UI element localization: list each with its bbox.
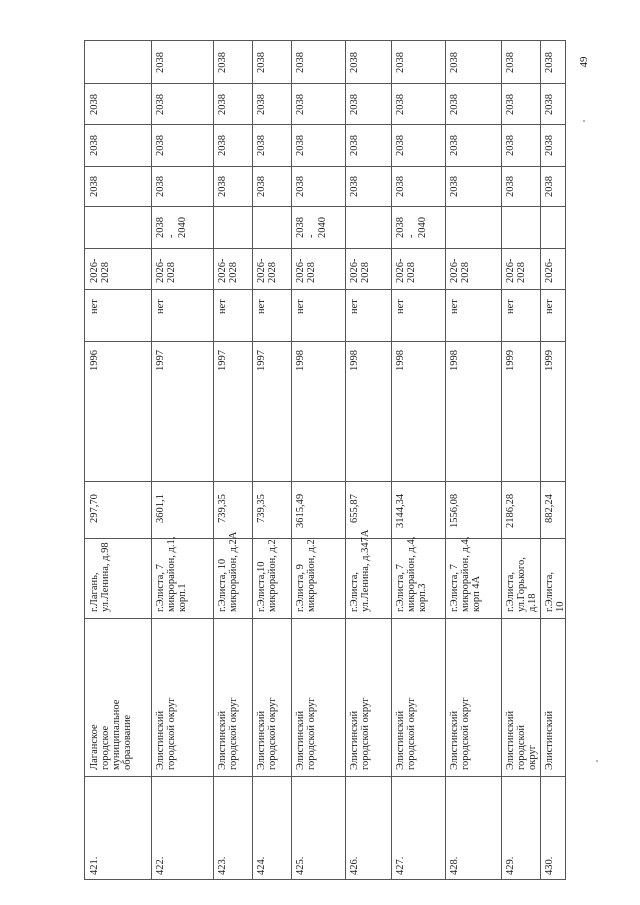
table-cell-period: 2026- 2028 (505, 258, 527, 283)
table-cell-c5: 2038 (155, 52, 166, 74)
table-cell-year: 1999 (544, 350, 555, 372)
table-cell-area: 297,70 (89, 493, 100, 523)
table-cell-municipality: Элистинский городской округ (155, 697, 177, 770)
table-cell-address: г.Элиста, 7 микрорайон, д.4, корп 4А (449, 536, 482, 612)
table-cell-area: 3601,1 (155, 493, 166, 523)
table-cell-area: 1556,08 (449, 494, 460, 529)
table-cell-c2: 2038 (89, 176, 100, 198)
row-divider (540, 41, 541, 879)
table-cell-period: 2026- 2028 (349, 258, 371, 283)
table-cell-row-number: 430. (544, 856, 555, 875)
table-cell-c5: 2038 (295, 52, 306, 74)
row-divider (291, 41, 292, 879)
table-cell-municipality: Элистинский городской округ (395, 697, 417, 770)
table-cell-period: 2026- 2028 (395, 258, 417, 283)
table-cell-c4: 2038 (395, 93, 406, 115)
table-cell-municipality: Элистинский (544, 710, 555, 770)
column-divider (85, 248, 565, 249)
table-cell-c2: 2038 (295, 176, 306, 198)
table-cell-c4: 2038 (217, 93, 228, 115)
table-cell-gas: нет (449, 298, 460, 314)
column-divider (85, 776, 565, 777)
table-cell-year: 1998 (449, 350, 460, 372)
table-cell-c3: 2038 (155, 135, 166, 157)
table-cell-municipality: Элистинский городской округ (295, 697, 317, 770)
table-cell-municipality: Элистинский городской округ (217, 697, 239, 770)
table-cell-row-number: 429. (505, 856, 516, 875)
table-cell-c5: 2038 (544, 52, 555, 74)
table-cell-address: г.Элиста,10 микрорайон, д.2 (256, 539, 278, 612)
column-divider (85, 481, 565, 482)
table-cell-year: 1997 (155, 350, 166, 372)
column-divider (85, 206, 565, 207)
table-cell-area: 739,35 (256, 493, 267, 523)
row-divider (213, 41, 214, 879)
table-cell-gas: нет (256, 298, 267, 314)
table-cell-c4: 2038 (544, 93, 555, 115)
table-cell-gas: нет (395, 298, 406, 314)
row-divider (501, 41, 502, 879)
table-cell-address: г.Элиста, 7 микрорайон, д.1, корп.1 (155, 536, 188, 612)
table-cell-c3: 2038 (256, 135, 267, 157)
table-cell-c5: 2038 (505, 52, 516, 74)
table-cell-address: г.Элиста, 10 (544, 571, 566, 612)
table-cell-gas: нет (505, 298, 516, 314)
table-cell-c3: 2038 (295, 135, 306, 157)
table-cell-c3: 2038 (505, 135, 516, 157)
row-divider (445, 41, 446, 879)
table-cell-year: 1998 (349, 350, 360, 372)
table-cell-c2: 2038 (155, 176, 166, 198)
table-cell-c2: 2038 (256, 176, 267, 198)
table-cell-c4: 2038 (89, 93, 100, 115)
row-divider (151, 41, 152, 879)
table-cell-c4: 2038 (505, 93, 516, 115)
row-divider (345, 41, 346, 879)
table-cell-area: 3615,49 (295, 494, 306, 529)
table-cell-c4: 2038 (155, 93, 166, 115)
table-cell-c1: 2038 - 2040 (295, 217, 328, 239)
scan-speck (596, 760, 598, 762)
table-cell-c2: 2038 (395, 176, 406, 198)
table-cell-gas: нет (155, 298, 166, 314)
table-cell-c2: 2038 (217, 176, 228, 198)
table-cell-c3: 2038 (349, 135, 360, 157)
table-cell-row-number: 425. (295, 856, 306, 875)
table-cell-area: 739,35 (217, 493, 228, 523)
table-cell-c4: 2038 (349, 93, 360, 115)
table-cell-area: 882,24 (544, 493, 555, 523)
table-cell-gas: нет (295, 298, 306, 314)
table-cell-area: 3144,34 (395, 494, 406, 529)
table-cell-municipality: Элистинский городской округ (349, 697, 371, 770)
table-cell-c1: 2038 - 2040 (395, 217, 428, 239)
table-cell-c5: 2038 (349, 52, 360, 74)
table-cell-address: г.Элиста, ул.Ленина, д.347А (349, 529, 371, 612)
table-cell-area: 655,87 (349, 493, 360, 523)
table-cell-row-number: 424. (256, 856, 267, 875)
table-cell-c5: 2038 (395, 52, 406, 74)
table-cell-period: 2026- (544, 258, 555, 283)
table-cell-c2: 2038 (505, 176, 516, 198)
table-cell-row-number: 427. (395, 856, 406, 875)
table-cell-c3: 2038 (449, 135, 460, 157)
table-cell-row-number: 423. (217, 856, 228, 875)
table-cell-municipality: Лаганское городское муниципальное образование (89, 699, 133, 770)
column-divider (85, 124, 565, 125)
capital-repair-table (84, 40, 566, 880)
table-cell-period: 2026- 2028 (295, 258, 317, 283)
table-cell-period: 2026- 2028 (256, 258, 278, 283)
table-cell-address: г.Лагань, ул.Ленина, д.98 (89, 542, 111, 612)
table-cell-c2: 2038 (544, 176, 555, 198)
page-number: 49 (578, 56, 590, 68)
table-cell-c2: 2038 (449, 176, 460, 198)
table-cell-period: 2026- 2028 (449, 258, 471, 283)
table-cell-c1: 2038 - 2040 (155, 217, 188, 239)
table-cell-period: 2026- 2028 (217, 258, 239, 283)
table-cell-municipality: Элистинский городской округ (256, 697, 278, 770)
table-cell-year: 1997 (256, 350, 267, 372)
table-cell-c3: 2038 (395, 135, 406, 157)
scan-speck (583, 120, 585, 122)
table-cell-gas: нет (217, 298, 228, 314)
column-divider (85, 289, 565, 290)
table-cell-c3: 2038 (89, 135, 100, 157)
table-cell-area: 2186,28 (505, 494, 516, 529)
row-divider (391, 41, 392, 879)
table-cell-year: 1997 (217, 350, 228, 372)
table-cell-year: 1996 (89, 350, 100, 372)
table-cell-year: 1998 (395, 350, 406, 372)
table-cell-gas: нет (544, 298, 555, 314)
table-cell-c2: 2038 (349, 176, 360, 198)
table-cell-period: 2026- 2028 (155, 258, 177, 283)
column-divider (85, 83, 565, 84)
row-divider (252, 41, 253, 879)
table-cell-period: 2026- 2028 (89, 258, 111, 283)
table-cell-year: 1999 (505, 350, 516, 372)
table-cell-c4: 2038 (256, 93, 267, 115)
table-cell-c5: 2038 (256, 52, 267, 74)
table-cell-c5: 2038 (217, 52, 228, 74)
table-cell-row-number: 421. (89, 856, 100, 875)
table-cell-municipality: Элистинский городской округ (449, 697, 471, 770)
table-cell-c5: 2038 (449, 52, 460, 74)
table-cell-address: г.Элиста, 10 микрорайон, д.2А (217, 531, 239, 612)
table-cell-row-number: 426. (349, 856, 360, 875)
table-cell-address: г.Элиста, ул.Горького, д.18 (505, 557, 538, 612)
table-cell-municipality: Элистинский городской округ (505, 710, 538, 770)
table-cell-row-number: 428. (449, 856, 460, 875)
table-cell-address: г.Элиста, 9 микрорайон, д.2 (295, 539, 317, 612)
column-divider (85, 618, 565, 619)
table-cell-row-number: 422. (155, 856, 166, 875)
table-cell-year: 1998 (295, 350, 306, 372)
table-cell-gas: нет (349, 298, 360, 314)
table-cell-gas: нет (89, 298, 100, 314)
column-divider (85, 166, 565, 167)
table-cell-c3: 2038 (544, 135, 555, 157)
table-cell-c3: 2038 (217, 135, 228, 157)
table-cell-address: г.Элиста, 7 микрорайон, д.4, корп.3 (395, 536, 428, 612)
table-cell-c4: 2038 (295, 93, 306, 115)
table-cell-c4: 2038 (449, 93, 460, 115)
column-divider (85, 341, 565, 342)
